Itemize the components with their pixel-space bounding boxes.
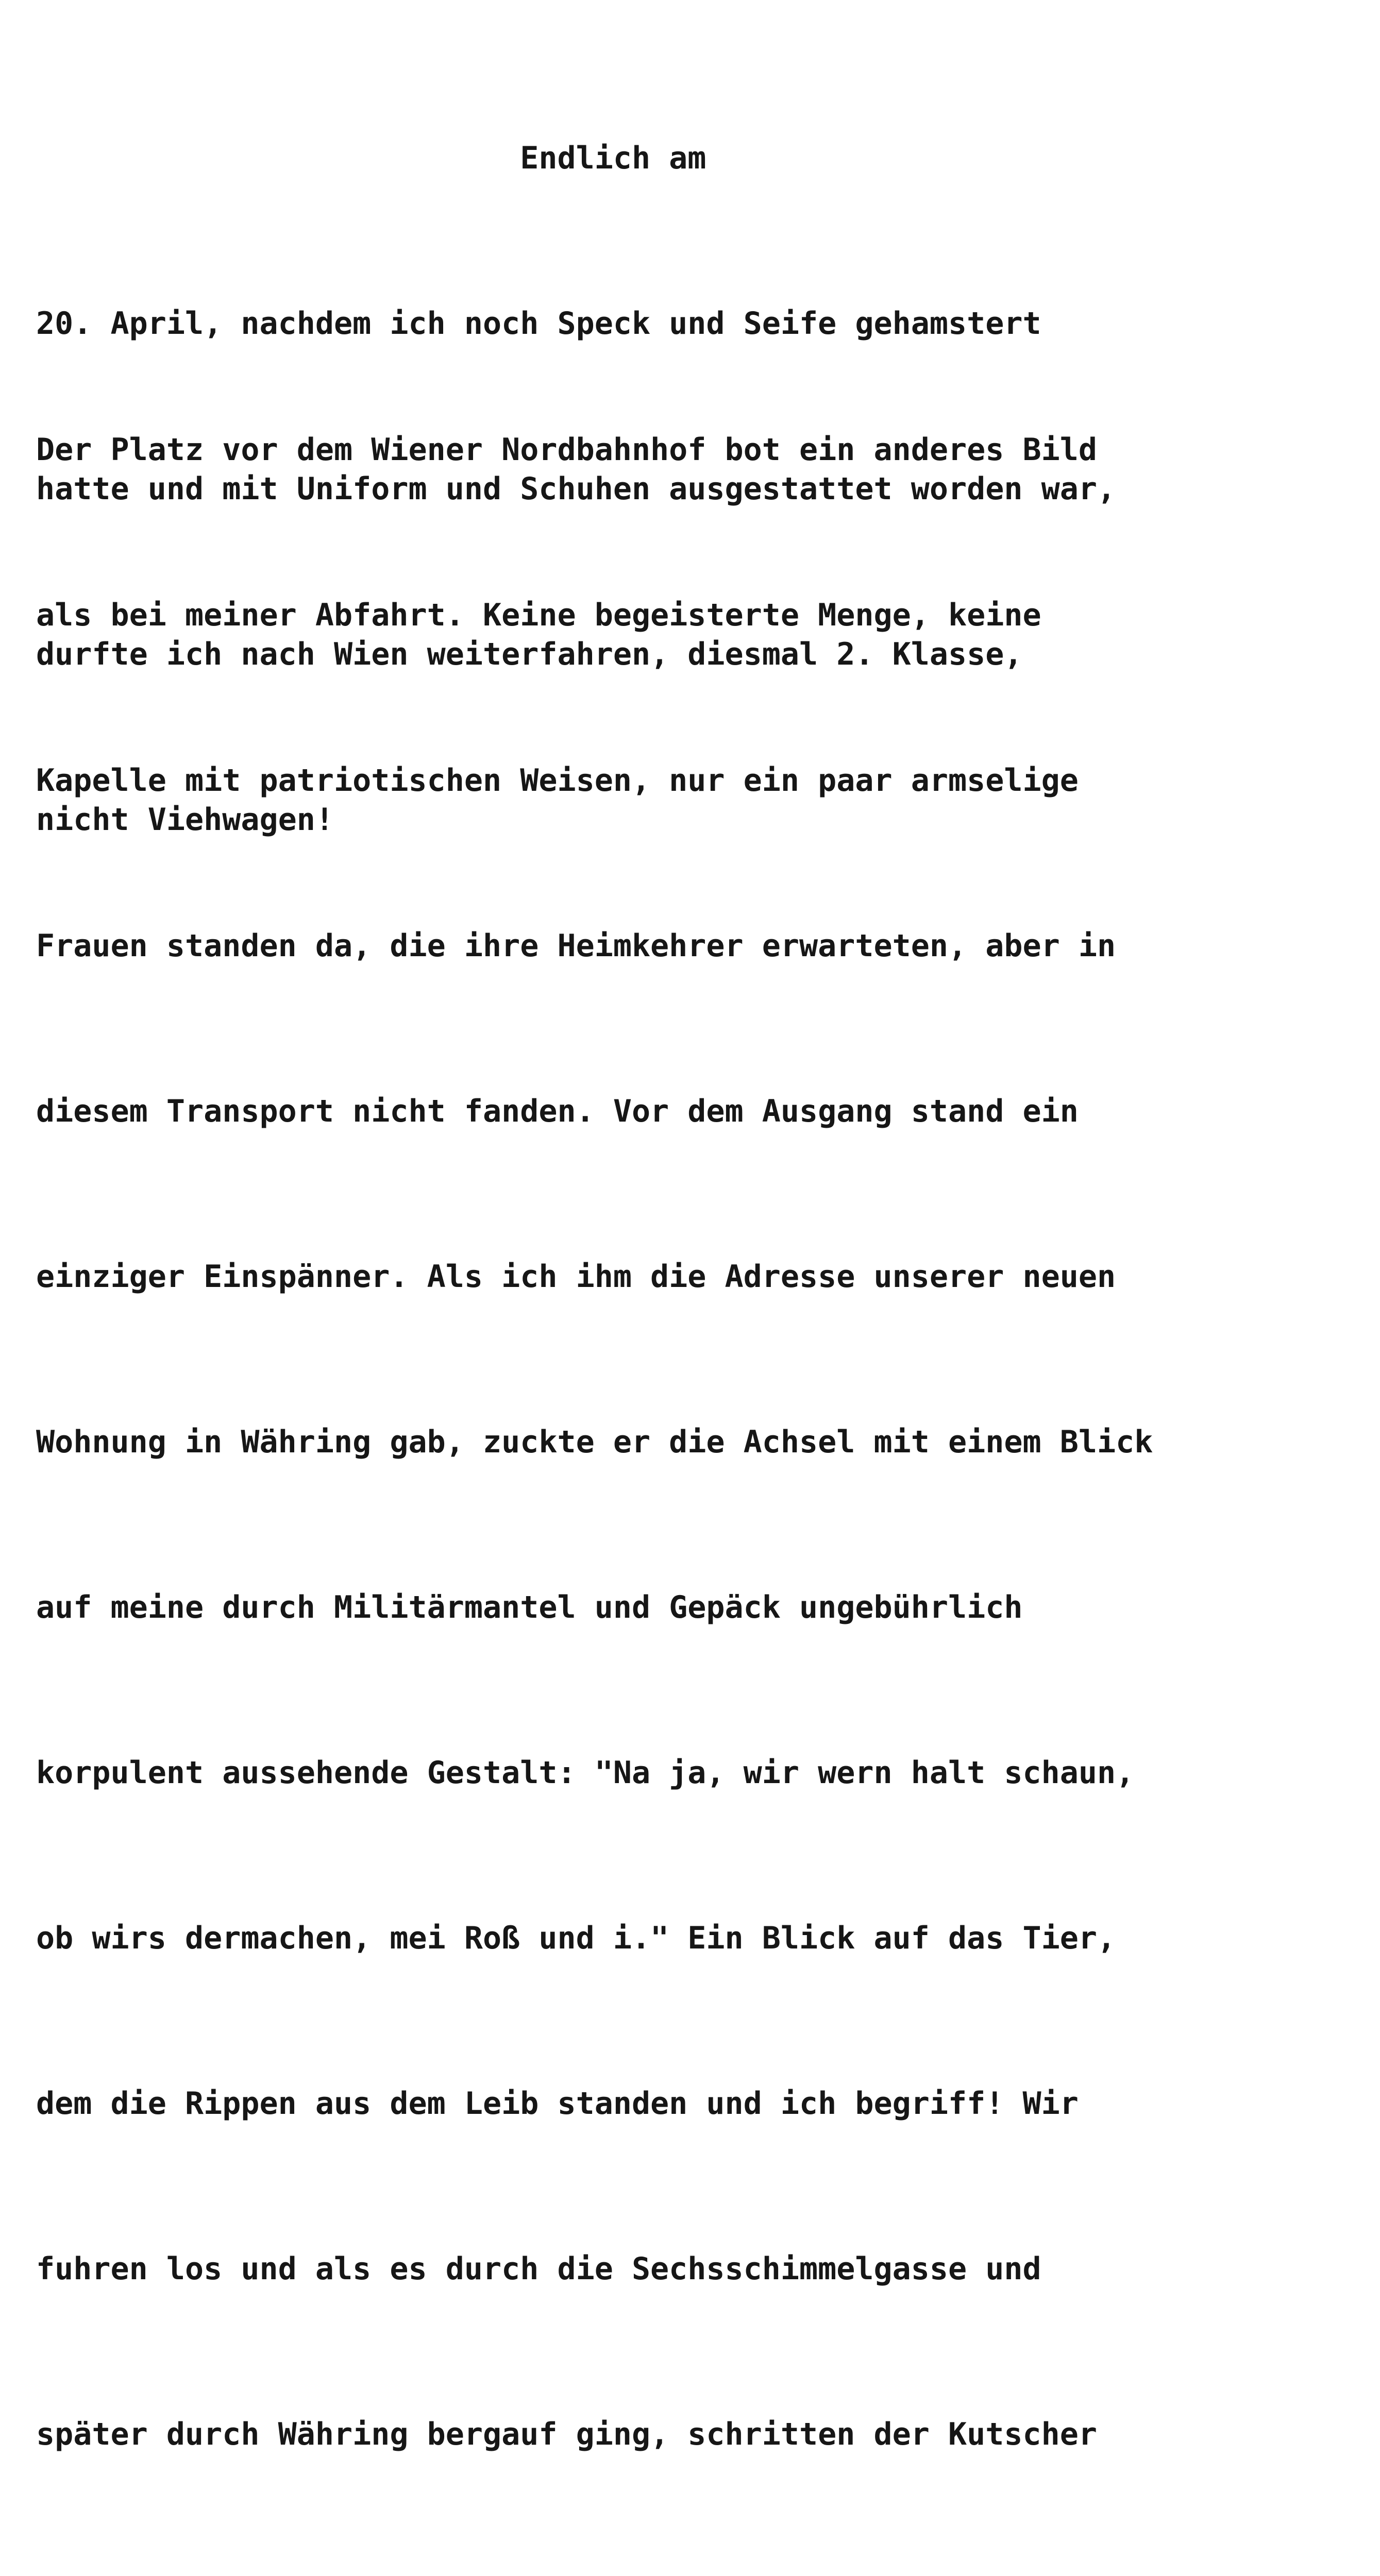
text-line: Wohnung in Währing gab, zuckte er die Achsel mit einem Blick <box>36 1424 1153 1460</box>
text-line <box>36 2572 1153 2576</box>
text-line: hatte und mit Uniform und Schuhen ausgestattet worden war, <box>36 471 1116 507</box>
text-line: 20. April, nachdem ich noch Speck und Seife gehamstert <box>36 306 1041 342</box>
text-line: fuhren los und als es durch die Sechsschimmelgasse und <box>36 2251 1041 2287</box>
text-line: ob wirs dermachen, mei Roß und i." Ein Blick auf das Tier, <box>36 1920 1116 1956</box>
text-line: als bei meiner Abfahrt. Keine begeisterte Menge, keine <box>36 597 1041 633</box>
text-line: durfte ich nach Wien weiterfahren, diesmal 2. Klasse, <box>36 636 1023 672</box>
text-line: korpulent aussehende Gestalt: "Na ja, wir wern halt schaun, <box>36 1755 1135 1791</box>
text-line: dem die Rippen aus dem Leib standen und ich begriff! Wir <box>36 2086 1079 2122</box>
text-line: diesem Transport nicht fanden. Vor dem Ausgang stand ein <box>36 1093 1079 1129</box>
text-line: Der Platz vor dem Wiener Nordbahnhof bot ein anderes Bild <box>36 432 1098 468</box>
text-line: Endlich am <box>36 140 706 176</box>
text-line: nicht Viehwagen! <box>36 802 334 838</box>
text-line: Frauen standen da, die ihre Heimkehrer erwarteten, aber in <box>36 928 1116 964</box>
text-line: einziger Einspänner. Als ich ihm die Adresse unserer neuen <box>36 1259 1116 1295</box>
text-line: später durch Währing bergauf ging, schritten der Kutscher <box>36 2416 1098 2452</box>
text-line: Kapelle mit patriotischen Weisen, nur ein paar armselige <box>36 762 1079 799</box>
text-line: auf meine durch Militärmantel und Gepäck ungebührlich <box>36 1589 1023 1625</box>
paragraph-2 <box>36 312 1153 2576</box>
